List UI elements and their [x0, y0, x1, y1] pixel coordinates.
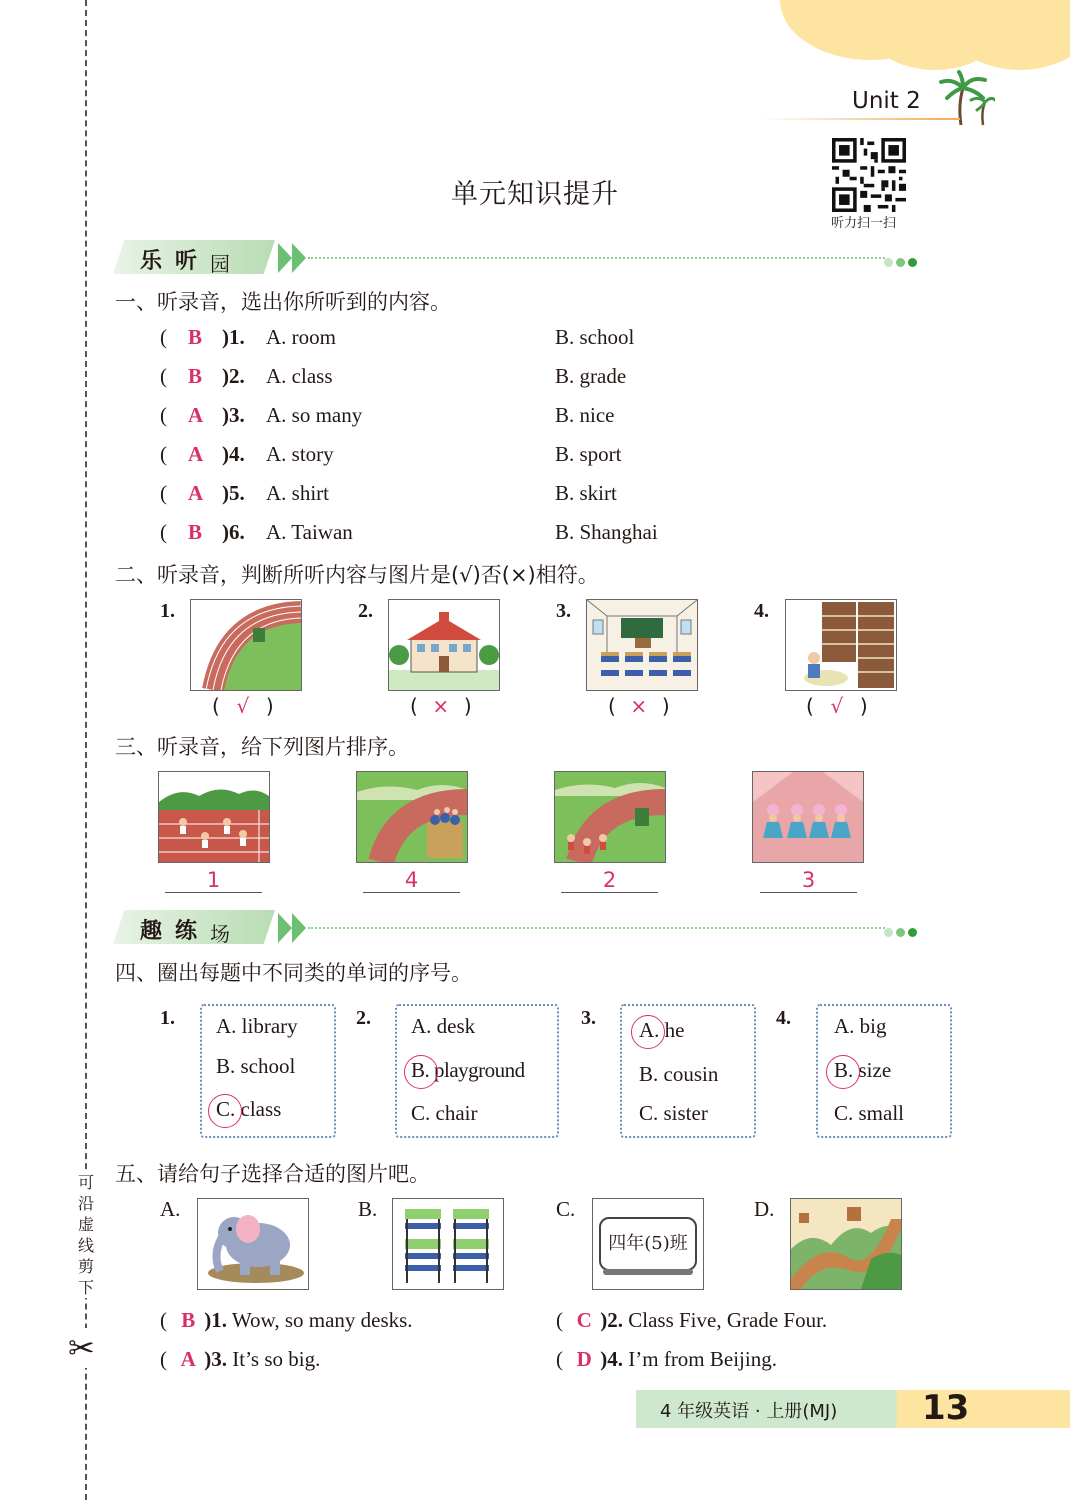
section-4-heading: 四、圈出每题中不同类的单词的序号。 [115, 961, 472, 985]
picture-running-track [190, 599, 302, 691]
question-number: )5. [222, 481, 245, 505]
group-number: 4. [776, 1007, 791, 1029]
paren-open: ( [160, 520, 167, 544]
choice-row [160, 442, 880, 472]
judge-mark: × [432, 694, 450, 718]
dotted-divider [308, 257, 885, 259]
answer-circle [208, 1094, 242, 1128]
judge-answer: ( √ ) [212, 694, 274, 718]
answer-letter: B [188, 520, 203, 544]
option-a: A. so many [266, 403, 363, 427]
question-number: )1. [222, 325, 245, 349]
word-option: A. big [834, 1014, 887, 1038]
word-option: B. playground [411, 1058, 525, 1082]
paren-open: ( [160, 481, 167, 505]
picture-elephant [197, 1198, 309, 1290]
paren-open: ( [160, 364, 167, 388]
picture-school-building [388, 599, 500, 691]
order-answer: 2 [561, 868, 658, 893]
sentence-text: Class Five, Grade Four. [628, 1308, 828, 1332]
answer-letter: B [181, 1308, 196, 1332]
question-number: )2. [600, 1308, 623, 1332]
answer-letter: D [576, 1347, 592, 1371]
judge-answer: ( × ) [410, 694, 472, 718]
picture-track-with-crowd [356, 771, 468, 863]
section-5-heading: 五、请给句子选择合适的图片吧。 [115, 1162, 430, 1186]
picture-kids-on-track [554, 771, 666, 863]
sentence-text: I’m from Beijing. [628, 1347, 777, 1371]
word-option: B. cousin [639, 1062, 719, 1086]
answer-circle [404, 1055, 438, 1089]
judge-mark: √ [830, 694, 844, 718]
unit-underline [760, 118, 960, 120]
answer-letter: A [188, 403, 204, 427]
choice-row [160, 403, 880, 433]
picture-great-wall [790, 1198, 902, 1290]
scissors-icon: ✂ [68, 1329, 95, 1367]
sentence-text: Wow, so many desks. [231, 1308, 413, 1332]
section-1-heading: 一、听录音，选出你所听到的内容。 [115, 290, 451, 314]
word-option: C. chair [411, 1101, 478, 1125]
picture-kids-running [158, 771, 270, 863]
option-b: B. skirt [555, 481, 617, 505]
word-option: C. small [834, 1101, 905, 1125]
picture-library [785, 599, 897, 691]
paren-open: ( [160, 1347, 167, 1371]
picture-number: 1. [160, 600, 175, 622]
question-number: )6. [222, 520, 245, 544]
option-b: B. grade [555, 364, 627, 388]
answer-circle [826, 1055, 860, 1089]
banner-char: 场 [210, 922, 230, 946]
dots-decoration [884, 922, 920, 941]
banner-char: 园 [210, 252, 230, 276]
group-number: 2. [356, 1007, 371, 1029]
word-option: B. size [834, 1058, 892, 1082]
option-a: A. class [266, 364, 333, 388]
choice-row [160, 520, 880, 550]
word-option: A. desk [411, 1014, 476, 1038]
option-b: B. school [555, 325, 635, 349]
picture-number: 4. [754, 600, 769, 622]
banner-char: 趣 [140, 919, 163, 944]
judge-mark: × [630, 694, 648, 718]
page-number: 13 [922, 1388, 970, 1428]
option-a: A. Taiwan [266, 520, 353, 544]
word-option: A. he [639, 1018, 685, 1042]
double-arrow-icon [278, 913, 310, 943]
picture-classroom [586, 599, 698, 691]
section-2-heading: 二、听录音，判断所听内容与图片是(√)否(×)相符。 [115, 563, 599, 587]
picture-label: C. [556, 1197, 576, 1221]
banner-listen [113, 240, 278, 276]
option-a: A. story [266, 442, 334, 466]
banner-char: 听 [175, 249, 198, 274]
paren-open: ( [160, 403, 167, 427]
paren-open: ( [160, 325, 167, 349]
sentence-row [556, 1308, 827, 1333]
picture-desks [392, 1198, 504, 1290]
qr-label: 听力扫一扫 [831, 216, 897, 231]
answer-letter: A [188, 481, 204, 505]
question-number: )1. [204, 1308, 227, 1332]
option-b: B. nice [555, 403, 615, 427]
choice-row [160, 481, 880, 511]
answer-letter: C [576, 1308, 592, 1332]
picture-label: D. [754, 1197, 775, 1221]
answer-circle [631, 1015, 665, 1049]
paren-open: ( [556, 1308, 563, 1332]
group-number: 3. [581, 1007, 596, 1029]
option-a: A. shirt [266, 481, 329, 505]
question-number: )3. [204, 1347, 227, 1371]
group-number: 1. [160, 1007, 175, 1029]
answer-letter: A [188, 442, 204, 466]
picture-number: 2. [358, 600, 373, 622]
double-arrow-icon [278, 243, 310, 273]
banner-char: 练 [175, 919, 198, 944]
question-number: )2. [222, 364, 245, 388]
option-a: A. room [266, 325, 336, 349]
word-option: C. class [216, 1097, 282, 1121]
word-option: A. library [216, 1014, 298, 1038]
picture-class-sign [592, 1198, 704, 1290]
question-number: )4. [600, 1347, 623, 1371]
book-title: 4 年级英语 · 上册(MJ) [660, 1401, 838, 1422]
order-answer: 3 [760, 868, 857, 893]
choice-row [160, 364, 880, 394]
word-option: C. sister [639, 1101, 708, 1125]
order-answer: 1 [165, 868, 262, 893]
choice-row [160, 325, 880, 355]
sentence-row [160, 1347, 320, 1372]
answer-letter: B [188, 325, 203, 349]
order-answer: 4 [363, 868, 460, 893]
question-number: )4. [222, 442, 245, 466]
picture-label: A. [160, 1197, 181, 1221]
picture-label: B. [358, 1197, 378, 1221]
sign-shadow [603, 1269, 693, 1275]
banner-char: 乐 [140, 249, 163, 274]
question-number: )3. [222, 403, 245, 427]
picture-girls-dancing [752, 771, 864, 863]
section-3-heading: 三、听录音，给下列图片排序。 [115, 735, 409, 759]
option-b: B. Shanghai [555, 520, 658, 544]
word-option: B. school [216, 1054, 296, 1078]
picture-number: 3. [556, 600, 571, 622]
banner-practice [113, 910, 278, 946]
judge-answer: ( √ ) [806, 694, 868, 718]
dotted-divider [308, 927, 885, 929]
answer-letter: B [188, 364, 203, 388]
unit-title: Unit 2 [852, 88, 921, 114]
paren-open: ( [556, 1347, 563, 1371]
class-sign-text: 四年(5)班 [608, 1233, 688, 1254]
page-title: 单元知识提升 [451, 179, 619, 210]
paren-open: ( [160, 442, 167, 466]
sentence-text: It’s so big. [232, 1347, 321, 1371]
dots-decoration [884, 252, 920, 271]
judge-mark: √ [236, 694, 250, 718]
sentence-row [160, 1308, 413, 1333]
option-b: B. sport [555, 442, 622, 466]
answer-letter: A [180, 1347, 196, 1371]
cut-hint-text: 可沿虚线剪下 [77, 1173, 94, 1297]
judge-answer: ( × ) [608, 694, 670, 718]
sentence-row [556, 1347, 777, 1372]
paren-open: ( [160, 1308, 167, 1332]
